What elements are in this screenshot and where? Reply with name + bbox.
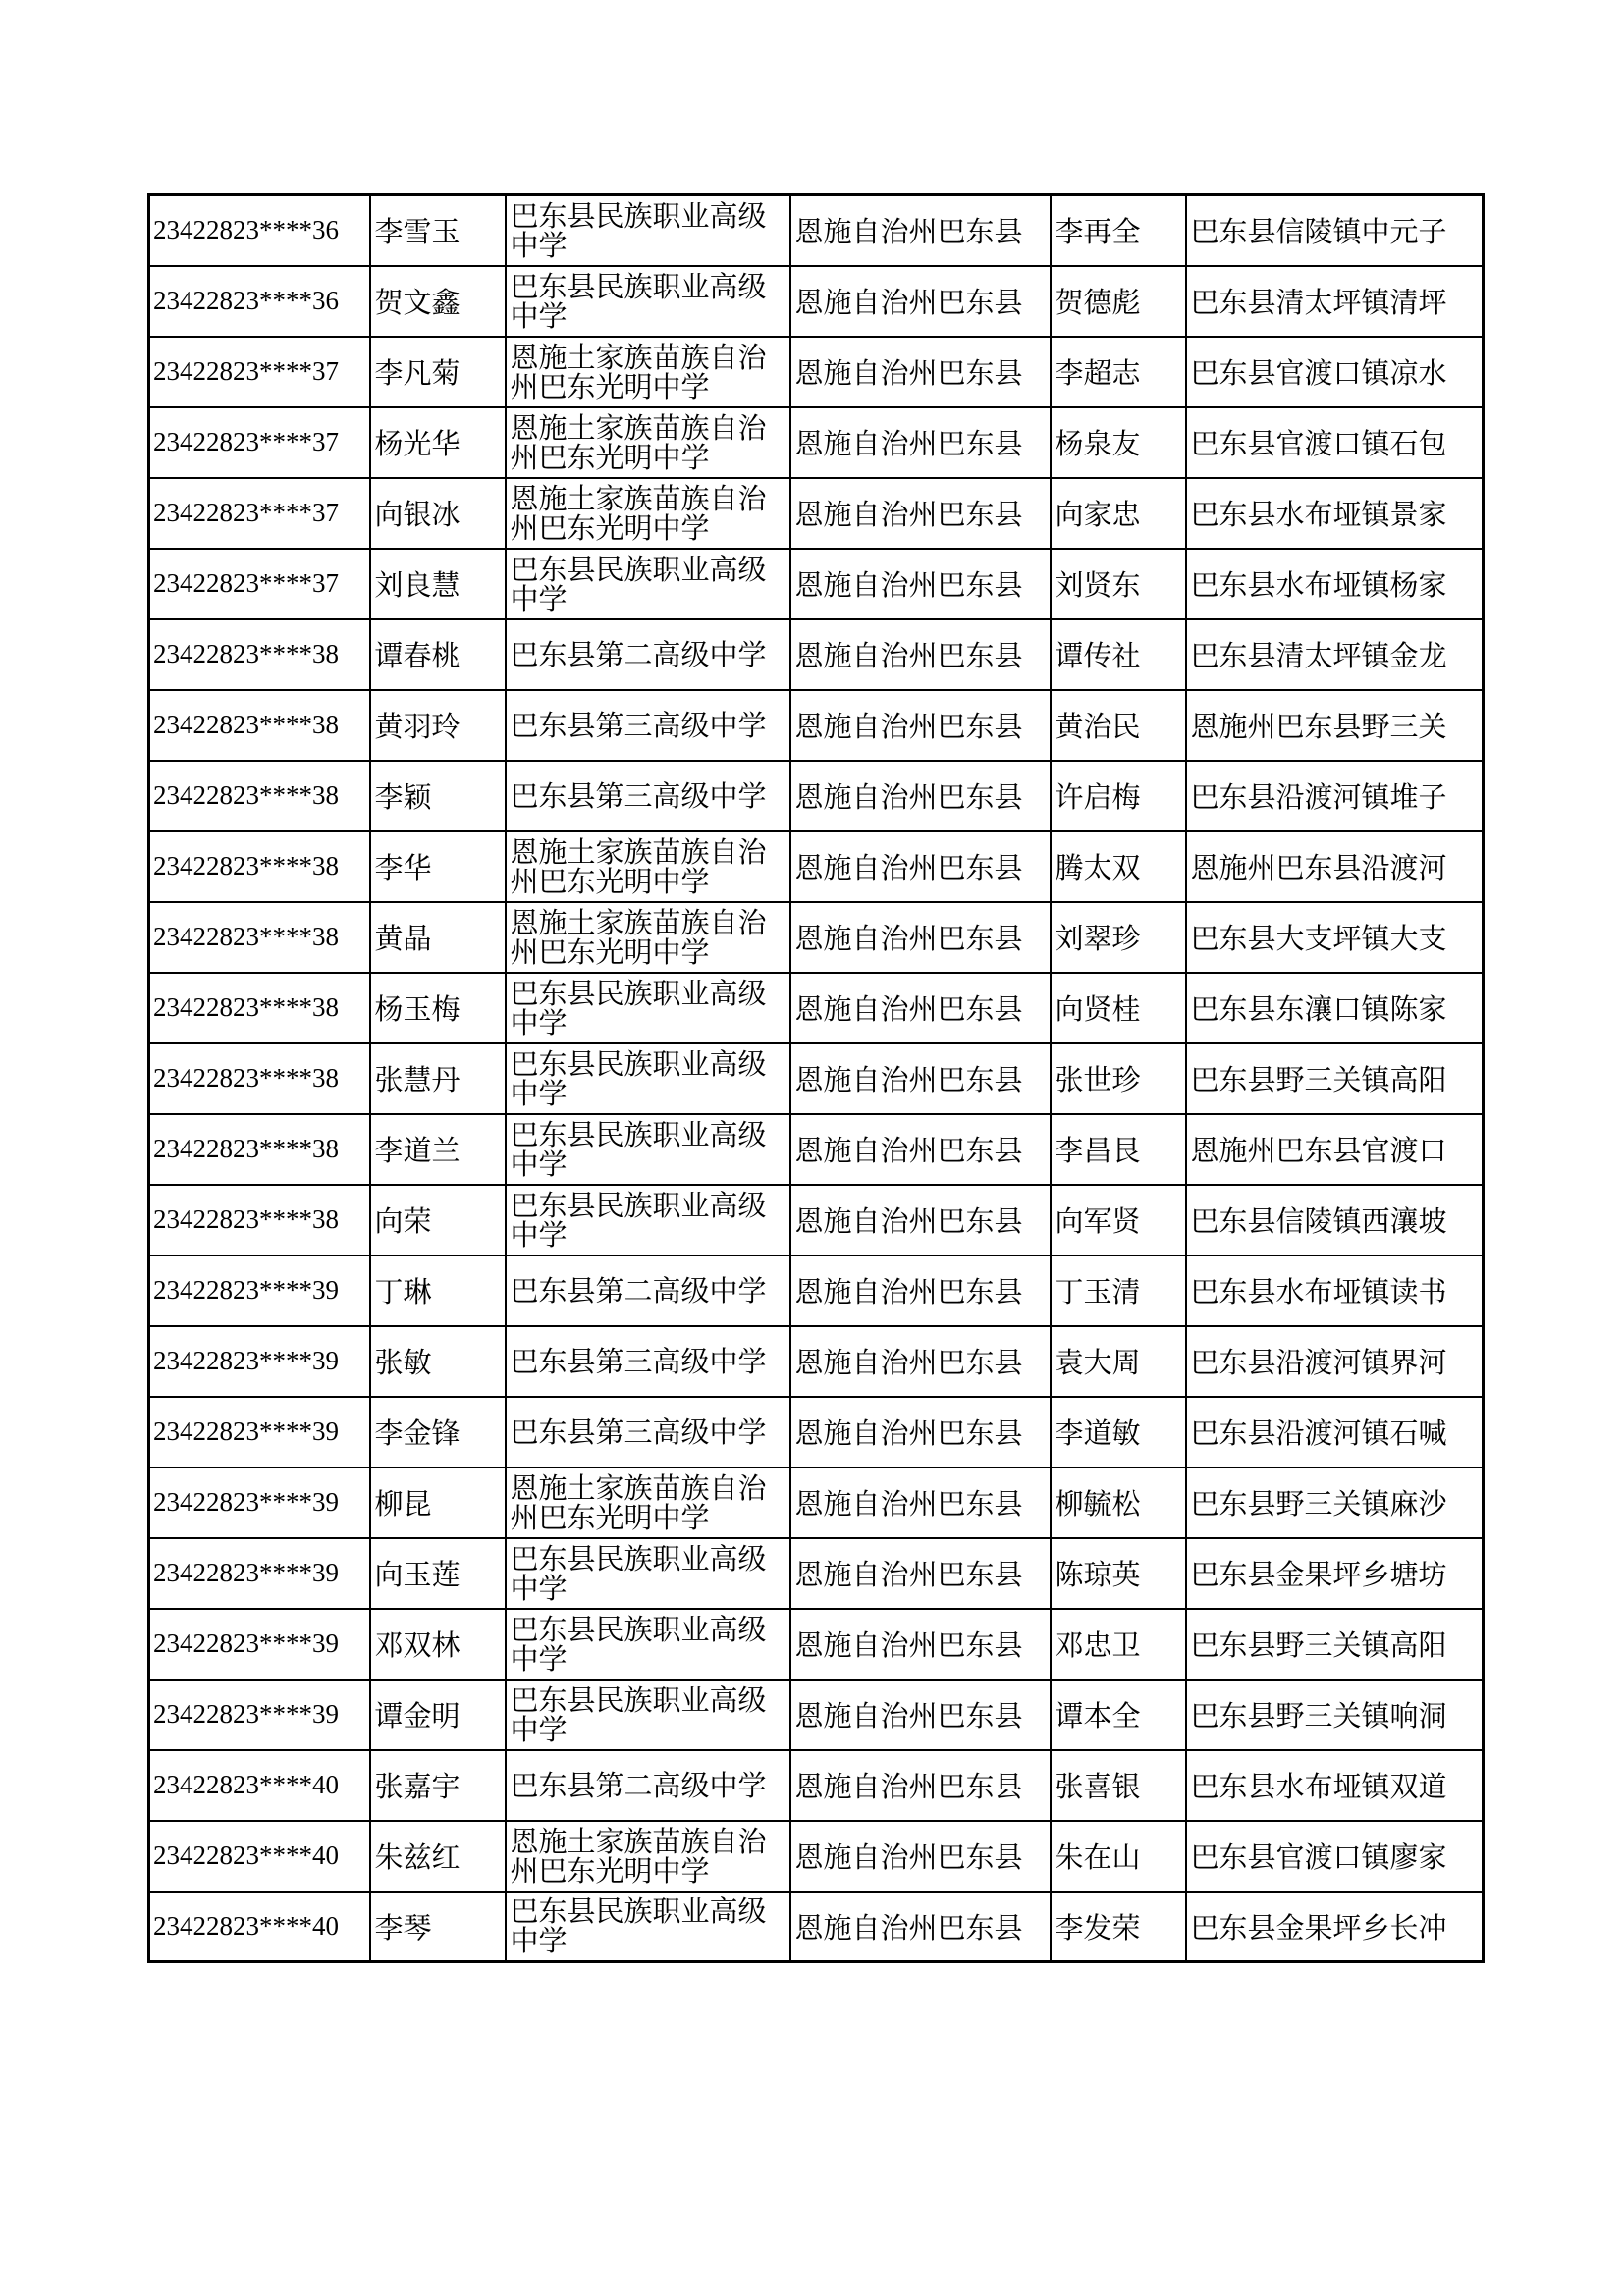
student-name-cell: 李雪玉 xyxy=(370,195,506,266)
table-row xyxy=(149,973,1484,1043)
guardian-name-cell: 杨泉友 xyxy=(1051,407,1186,478)
table-row xyxy=(149,1397,1484,1468)
address-cell: 巴东县信陵镇中元子 xyxy=(1186,195,1484,266)
table-row xyxy=(149,337,1484,407)
student-name-cell: 张慧丹 xyxy=(370,1043,506,1114)
guardian-name-cell: 袁大周 xyxy=(1051,1326,1186,1397)
table-row xyxy=(149,478,1484,549)
student-name-cell: 谭春桃 xyxy=(370,619,506,690)
region-cell: 恩施自治州巴东县 xyxy=(790,1609,1051,1680)
school-cell: 巴东县民族职业高级中学 xyxy=(506,1538,790,1609)
id-number-cell: 23422823****39 xyxy=(149,1397,370,1468)
id-number-cell: 23422823****40 xyxy=(149,1750,370,1821)
region-cell: 恩施自治州巴东县 xyxy=(790,1680,1051,1750)
school-cell: 巴东县民族职业高级中学 xyxy=(506,1892,790,1962)
table-row xyxy=(149,407,1484,478)
table-row xyxy=(149,619,1484,690)
region-cell: 恩施自治州巴东县 xyxy=(790,1821,1051,1892)
address-cell: 巴东县大支坪镇大支 xyxy=(1186,902,1484,973)
guardian-name-cell: 朱在山 xyxy=(1051,1821,1186,1892)
table-row xyxy=(149,1680,1484,1750)
guardian-name-cell: 张喜银 xyxy=(1051,1750,1186,1821)
id-number-cell: 23422823****39 xyxy=(149,1609,370,1680)
student-name-cell: 李金锋 xyxy=(370,1397,506,1468)
region-cell: 恩施自治州巴东县 xyxy=(790,1185,1051,1255)
id-number-cell: 23422823****37 xyxy=(149,478,370,549)
school-cell: 恩施土家族苗族自治州巴东光明中学 xyxy=(506,902,790,973)
guardian-name-cell: 黄治民 xyxy=(1051,690,1186,761)
school-cell: 巴东县民族职业高级中学 xyxy=(506,1043,790,1114)
table-row xyxy=(149,761,1484,831)
school-cell: 恩施土家族苗族自治州巴东光明中学 xyxy=(506,337,790,407)
address-cell: 恩施州巴东县官渡口 xyxy=(1186,1114,1484,1185)
region-cell: 恩施自治州巴东县 xyxy=(790,973,1051,1043)
school-cell: 巴东县第三高级中学 xyxy=(506,761,790,831)
guardian-name-cell: 贺德彪 xyxy=(1051,266,1186,337)
address-cell: 巴东县官渡口镇凉水 xyxy=(1186,337,1484,407)
student-name-cell: 杨玉梅 xyxy=(370,973,506,1043)
school-cell: 巴东县民族职业高级中学 xyxy=(506,266,790,337)
guardian-name-cell: 李再全 xyxy=(1051,195,1186,266)
id-number-cell: 23422823****38 xyxy=(149,902,370,973)
table-row xyxy=(149,902,1484,973)
guardian-name-cell: 柳毓松 xyxy=(1051,1468,1186,1538)
school-cell: 巴东县民族职业高级中学 xyxy=(506,195,790,266)
student-name-cell: 张敏 xyxy=(370,1326,506,1397)
student-name-cell: 李颖 xyxy=(370,761,506,831)
student-name-cell: 贺文鑫 xyxy=(370,266,506,337)
address-cell: 巴东县野三关镇响洞 xyxy=(1186,1680,1484,1750)
table-row xyxy=(149,1043,1484,1114)
region-cell: 恩施自治州巴东县 xyxy=(790,407,1051,478)
guardian-name-cell: 丁玉清 xyxy=(1051,1255,1186,1326)
student-name-cell: 向玉莲 xyxy=(370,1538,506,1609)
id-number-cell: 23422823****38 xyxy=(149,1043,370,1114)
address-cell: 巴东县沿渡河镇界河 xyxy=(1186,1326,1484,1397)
region-cell: 恩施自治州巴东县 xyxy=(790,1255,1051,1326)
school-cell: 巴东县第三高级中学 xyxy=(506,1397,790,1468)
student-name-cell: 李琴 xyxy=(370,1892,506,1962)
student-name-cell: 张嘉宇 xyxy=(370,1750,506,1821)
region-cell: 恩施自治州巴东县 xyxy=(790,1326,1051,1397)
table-row xyxy=(149,1114,1484,1185)
school-cell: 巴东县民族职业高级中学 xyxy=(506,1609,790,1680)
student-name-cell: 刘良慧 xyxy=(370,549,506,619)
table-row xyxy=(149,690,1484,761)
address-cell: 恩施州巴东县沿渡河 xyxy=(1186,831,1484,902)
guardian-name-cell: 李昌艮 xyxy=(1051,1114,1186,1185)
address-cell: 巴东县清太坪镇金龙 xyxy=(1186,619,1484,690)
guardian-name-cell: 谭传社 xyxy=(1051,619,1186,690)
school-cell: 恩施土家族苗族自治州巴东光明中学 xyxy=(506,478,790,549)
student-name-cell: 向荣 xyxy=(370,1185,506,1255)
guardian-name-cell: 邓忠卫 xyxy=(1051,1609,1186,1680)
id-number-cell: 23422823****37 xyxy=(149,407,370,478)
table-row xyxy=(149,195,1484,266)
school-cell: 巴东县第二高级中学 xyxy=(506,1255,790,1326)
guardian-name-cell: 陈琼英 xyxy=(1051,1538,1186,1609)
student-name-cell: 朱兹红 xyxy=(370,1821,506,1892)
address-cell: 巴东县东瀼口镇陈家 xyxy=(1186,973,1484,1043)
address-cell: 巴东县野三关镇高阳 xyxy=(1186,1609,1484,1680)
region-cell: 恩施自治州巴东县 xyxy=(790,478,1051,549)
address-cell: 巴东县水布垭镇景家 xyxy=(1186,478,1484,549)
student-table xyxy=(147,193,1485,1963)
guardian-name-cell: 李发荣 xyxy=(1051,1892,1186,1962)
guardian-name-cell: 腾太双 xyxy=(1051,831,1186,902)
table-row xyxy=(149,1821,1484,1892)
student-name-cell: 黄晶 xyxy=(370,902,506,973)
table-row xyxy=(149,549,1484,619)
table-row xyxy=(149,266,1484,337)
school-cell: 巴东县第三高级中学 xyxy=(506,690,790,761)
region-cell: 恩施自治州巴东县 xyxy=(790,1750,1051,1821)
region-cell: 恩施自治州巴东县 xyxy=(790,902,1051,973)
id-number-cell: 23422823****39 xyxy=(149,1468,370,1538)
guardian-name-cell: 李道敏 xyxy=(1051,1397,1186,1468)
region-cell: 恩施自治州巴东县 xyxy=(790,1892,1051,1962)
id-number-cell: 23422823****37 xyxy=(149,337,370,407)
guardian-name-cell: 刘贤东 xyxy=(1051,549,1186,619)
guardian-name-cell: 向贤桂 xyxy=(1051,973,1186,1043)
address-cell: 巴东县野三关镇麻沙 xyxy=(1186,1468,1484,1538)
id-number-cell: 23422823****38 xyxy=(149,619,370,690)
address-cell: 巴东县信陵镇西瀼坡 xyxy=(1186,1185,1484,1255)
address-cell: 巴东县野三关镇高阳 xyxy=(1186,1043,1484,1114)
address-cell: 巴东县金果坪乡长冲 xyxy=(1186,1892,1484,1962)
region-cell: 恩施自治州巴东县 xyxy=(790,761,1051,831)
guardian-name-cell: 向家忠 xyxy=(1051,478,1186,549)
table-row xyxy=(149,1255,1484,1326)
region-cell: 恩施自治州巴东县 xyxy=(790,1114,1051,1185)
school-cell: 恩施土家族苗族自治州巴东光明中学 xyxy=(506,831,790,902)
table-row xyxy=(149,1609,1484,1680)
table-row xyxy=(149,1892,1484,1962)
id-number-cell: 23422823****38 xyxy=(149,690,370,761)
address-cell: 巴东县官渡口镇廖家 xyxy=(1186,1821,1484,1892)
id-number-cell: 23422823****38 xyxy=(149,1185,370,1255)
school-cell: 巴东县第二高级中学 xyxy=(506,1750,790,1821)
guardian-name-cell: 刘翠珍 xyxy=(1051,902,1186,973)
guardian-name-cell: 李超志 xyxy=(1051,337,1186,407)
school-cell: 恩施土家族苗族自治州巴东光明中学 xyxy=(506,1468,790,1538)
school-cell: 巴东县民族职业高级中学 xyxy=(506,549,790,619)
address-cell: 恩施州巴东县野三关 xyxy=(1186,690,1484,761)
guardian-name-cell: 许启梅 xyxy=(1051,761,1186,831)
school-cell: 巴东县第三高级中学 xyxy=(506,1326,790,1397)
region-cell: 恩施自治州巴东县 xyxy=(790,1397,1051,1468)
region-cell: 恩施自治州巴东县 xyxy=(790,1538,1051,1609)
region-cell: 恩施自治州巴东县 xyxy=(790,690,1051,761)
address-cell: 巴东县水布垭镇读书 xyxy=(1186,1255,1484,1326)
id-number-cell: 23422823****39 xyxy=(149,1255,370,1326)
address-cell: 巴东县清太坪镇清坪 xyxy=(1186,266,1484,337)
school-cell: 巴东县第二高级中学 xyxy=(506,619,790,690)
region-cell: 恩施自治州巴东县 xyxy=(790,549,1051,619)
student-name-cell: 丁琳 xyxy=(370,1255,506,1326)
region-cell: 恩施自治州巴东县 xyxy=(790,337,1051,407)
region-cell: 恩施自治州巴东县 xyxy=(790,1468,1051,1538)
student-name-cell: 邓双林 xyxy=(370,1609,506,1680)
address-cell: 巴东县沿渡河镇石喊 xyxy=(1186,1397,1484,1468)
id-number-cell: 23422823****39 xyxy=(149,1538,370,1609)
id-number-cell: 23422823****36 xyxy=(149,266,370,337)
student-name-cell: 李道兰 xyxy=(370,1114,506,1185)
student-name-cell: 杨光华 xyxy=(370,407,506,478)
address-cell: 巴东县金果坪乡塘坊 xyxy=(1186,1538,1484,1609)
table-row xyxy=(149,1538,1484,1609)
student-name-cell: 柳昆 xyxy=(370,1468,506,1538)
school-cell: 巴东县民族职业高级中学 xyxy=(506,973,790,1043)
id-number-cell: 23422823****36 xyxy=(149,195,370,266)
region-cell: 恩施自治州巴东县 xyxy=(790,619,1051,690)
id-number-cell: 23422823****38 xyxy=(149,831,370,902)
table-row xyxy=(149,1468,1484,1538)
student-name-cell: 李华 xyxy=(370,831,506,902)
region-cell: 恩施自治州巴东县 xyxy=(790,831,1051,902)
table-row xyxy=(149,831,1484,902)
table-body xyxy=(149,195,1484,1962)
table-row xyxy=(149,1326,1484,1397)
table-row xyxy=(149,1750,1484,1821)
school-cell: 巴东县民族职业高级中学 xyxy=(506,1185,790,1255)
id-number-cell: 23422823****38 xyxy=(149,1114,370,1185)
student-name-cell: 黄羽玲 xyxy=(370,690,506,761)
id-number-cell: 23422823****38 xyxy=(149,761,370,831)
region-cell: 恩施自治州巴东县 xyxy=(790,195,1051,266)
address-cell: 巴东县沿渡河镇堆子 xyxy=(1186,761,1484,831)
id-number-cell: 23422823****39 xyxy=(149,1680,370,1750)
id-number-cell: 23422823****39 xyxy=(149,1326,370,1397)
table-row xyxy=(149,1185,1484,1255)
school-cell: 巴东县民族职业高级中学 xyxy=(506,1680,790,1750)
id-number-cell: 23422823****40 xyxy=(149,1821,370,1892)
id-number-cell: 23422823****40 xyxy=(149,1892,370,1962)
student-name-cell: 谭金明 xyxy=(370,1680,506,1750)
region-cell: 恩施自治州巴东县 xyxy=(790,266,1051,337)
student-name-cell: 李凡菊 xyxy=(370,337,506,407)
guardian-name-cell: 谭本全 xyxy=(1051,1680,1186,1750)
school-cell: 恩施土家族苗族自治州巴东光明中学 xyxy=(506,1821,790,1892)
address-cell: 巴东县官渡口镇石包 xyxy=(1186,407,1484,478)
address-cell: 巴东县水布垭镇双道 xyxy=(1186,1750,1484,1821)
guardian-name-cell: 向军贤 xyxy=(1051,1185,1186,1255)
school-cell: 巴东县民族职业高级中学 xyxy=(506,1114,790,1185)
guardian-name-cell: 张世珍 xyxy=(1051,1043,1186,1114)
address-cell: 巴东县水布垭镇杨家 xyxy=(1186,549,1484,619)
school-cell: 恩施土家族苗族自治州巴东光明中学 xyxy=(506,407,790,478)
id-number-cell: 23422823****38 xyxy=(149,973,370,1043)
student-name-cell: 向银冰 xyxy=(370,478,506,549)
region-cell: 恩施自治州巴东县 xyxy=(790,1043,1051,1114)
id-number-cell: 23422823****37 xyxy=(149,549,370,619)
